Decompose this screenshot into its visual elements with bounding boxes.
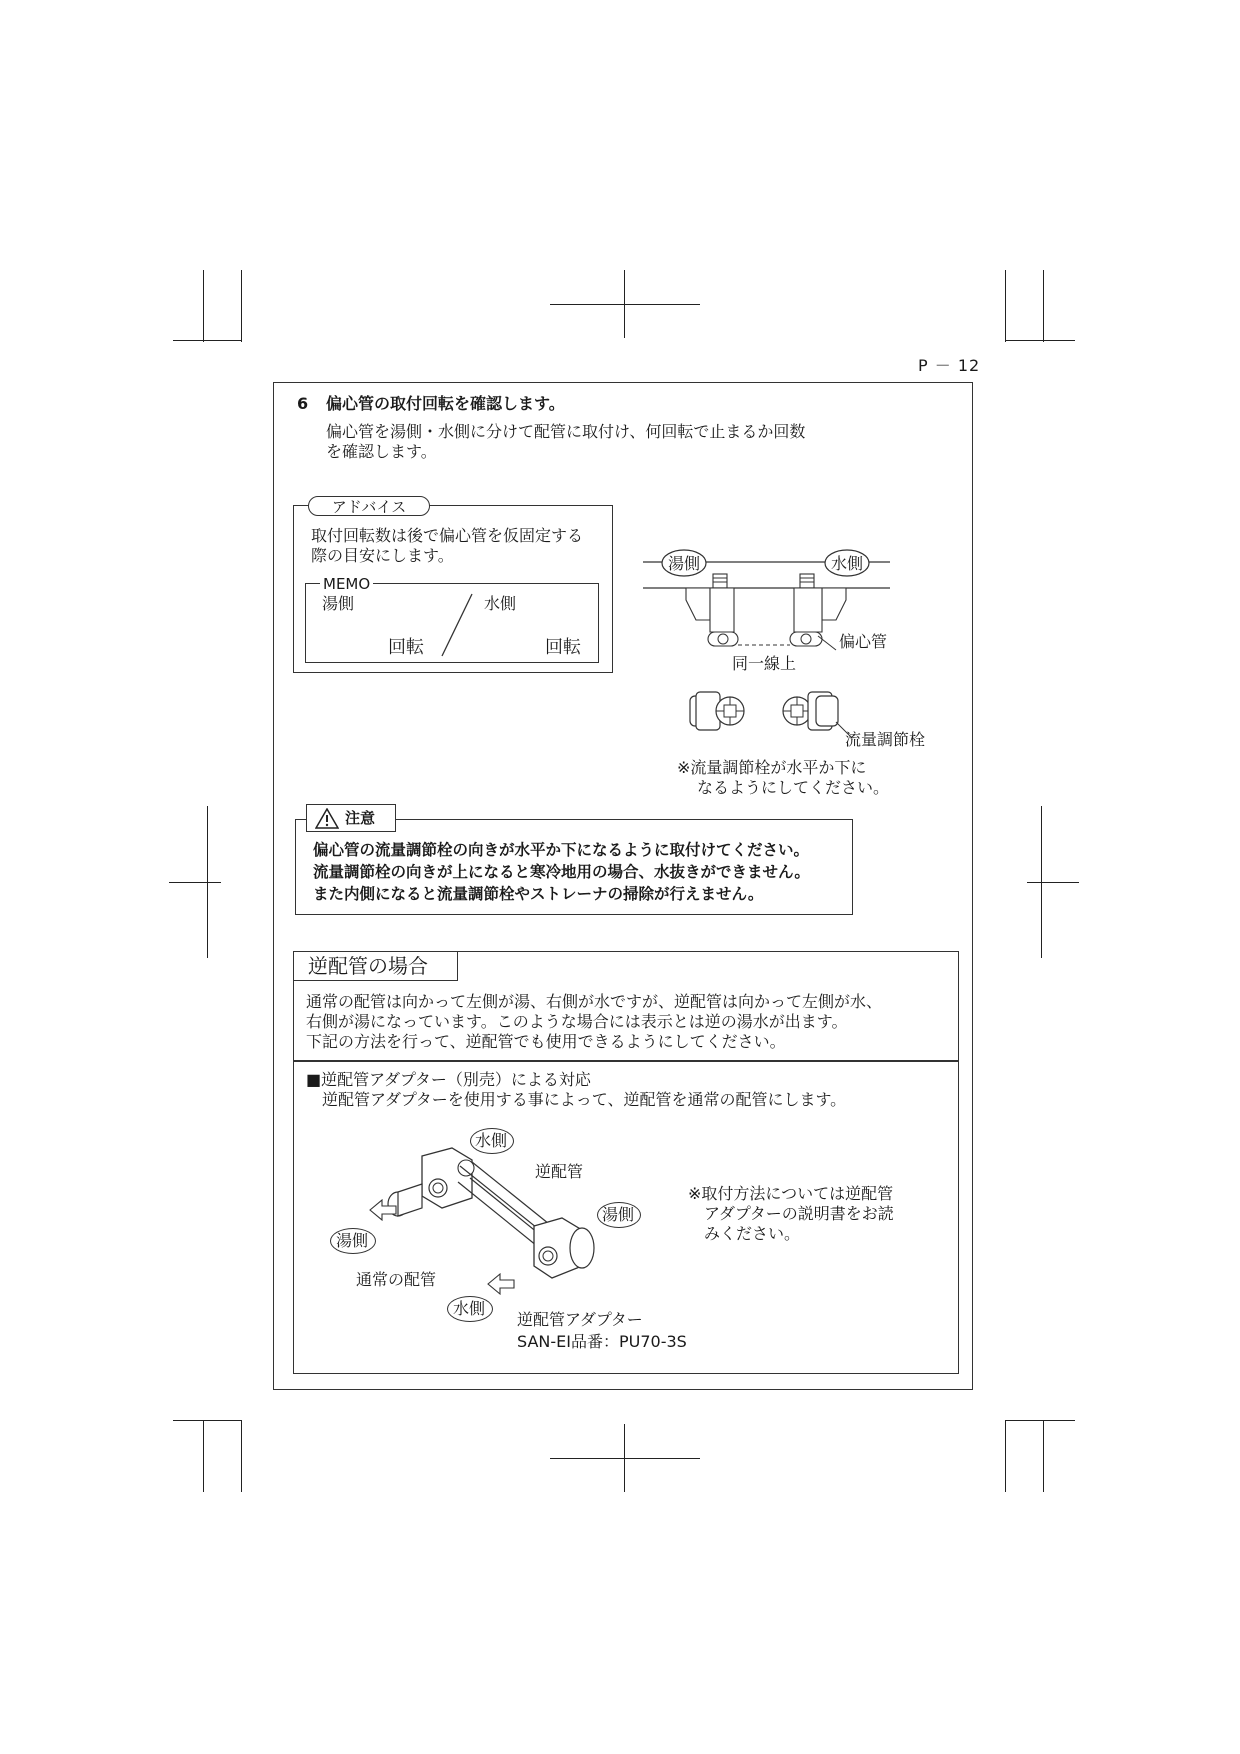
reverse-line1: 通常の配管は向かって左側が湯、右側が水ですが、逆配管は向かって左側が水、 — [306, 992, 883, 1011]
adapter-note-line2: アダプターの説明書をお読 — [704, 1204, 894, 1223]
adapter-note-line3: みください。 — [704, 1224, 801, 1243]
reverse-line2: 右側が湯になっています。このような場合には表示とは逆の湯水が出ます。 — [306, 1012, 848, 1031]
reverse-title: 逆配管の場合 — [308, 954, 428, 978]
caution-label: 注意 — [345, 809, 376, 827]
fig1-hot-label: 湯側 — [668, 554, 701, 573]
caution-line1: 偏心管の流量調節栓の向きが水平か下になるように取付けてください。 — [313, 841, 810, 859]
adapter-note-line1: ※取付方法については逆配管 — [688, 1184, 894, 1203]
adapter-hot-right-label: 湯側 — [602, 1205, 635, 1224]
step-number: 6 — [297, 394, 309, 413]
step-heading: 偏心管の取付回転を確認します。 — [326, 394, 565, 413]
adapter-heading: ■逆配管アダプター（別売）による対応 — [306, 1070, 591, 1089]
caution-line2: 流量調節栓の向きが上になると寒冷地用の場合、水抜きができません。 — [313, 863, 810, 881]
adapter-cold-top-label: 水側 — [475, 1131, 508, 1150]
reverse-title-box — [293, 951, 458, 981]
memo-turns-right: 回転 — [545, 637, 581, 658]
fig1-note-line1: ※流量調節栓が水平か下に — [677, 758, 867, 777]
adapter-reverse-pipe-label: 逆配管 — [535, 1162, 584, 1181]
reverse-divider — [293, 1060, 959, 1062]
warning-icon — [315, 808, 339, 829]
memo-cold-label: 水側 — [484, 594, 517, 613]
fig1-flow-valve-label: 流量調節栓 — [845, 730, 926, 749]
fig1-eccentric-label: 偏心管 — [839, 632, 888, 651]
memo-turns-left: 回転 — [388, 637, 424, 658]
adapter-normal-pipe-label: 通常の配管 — [356, 1270, 437, 1289]
advice-tab-label: アドバイス — [331, 498, 407, 516]
reverse-line3: 下記の方法を行って、逆配管でも使用できるようにしてください。 — [306, 1032, 786, 1051]
advice-tab — [308, 496, 430, 516]
adapter-name-label: 逆配管アダプター — [517, 1310, 643, 1329]
step-body-line1: 偏心管を湯側・水側に分けて配管に取付け、何回転で止まるか回数 — [326, 422, 806, 441]
memo-hot-label: 湯側 — [322, 594, 355, 613]
step-body-line2: を確認します。 — [326, 442, 437, 461]
adapter-body: 逆配管アダプターを使用する事によって、逆配管を通常の配管にします。 — [322, 1090, 847, 1109]
caution-line3: また内側になると流量調節栓やストレーナの掃除が行えません。 — [313, 885, 764, 903]
memo-title: MEMO — [320, 574, 373, 594]
advice-line1: 取付回転数は後で偏心管を仮固定する — [311, 526, 584, 545]
memo-divider — [438, 590, 478, 660]
advice-line2: 際の目安にします。 — [311, 546, 454, 565]
adapter-part-number: SAN-EI品番：PU70-3S — [517, 1332, 687, 1351]
adapter-cold-bottom-label: 水側 — [453, 1299, 486, 1318]
fig1-cold-label: 水側 — [831, 554, 864, 573]
caution-tab — [306, 804, 396, 832]
page-number: P － 12 — [918, 356, 981, 375]
adapter-hot-left-label: 湯側 — [336, 1231, 369, 1250]
fig1-same-line-label: 同一線上 — [732, 654, 797, 673]
fig1-note-line2: なるようにしてください。 — [697, 778, 890, 797]
